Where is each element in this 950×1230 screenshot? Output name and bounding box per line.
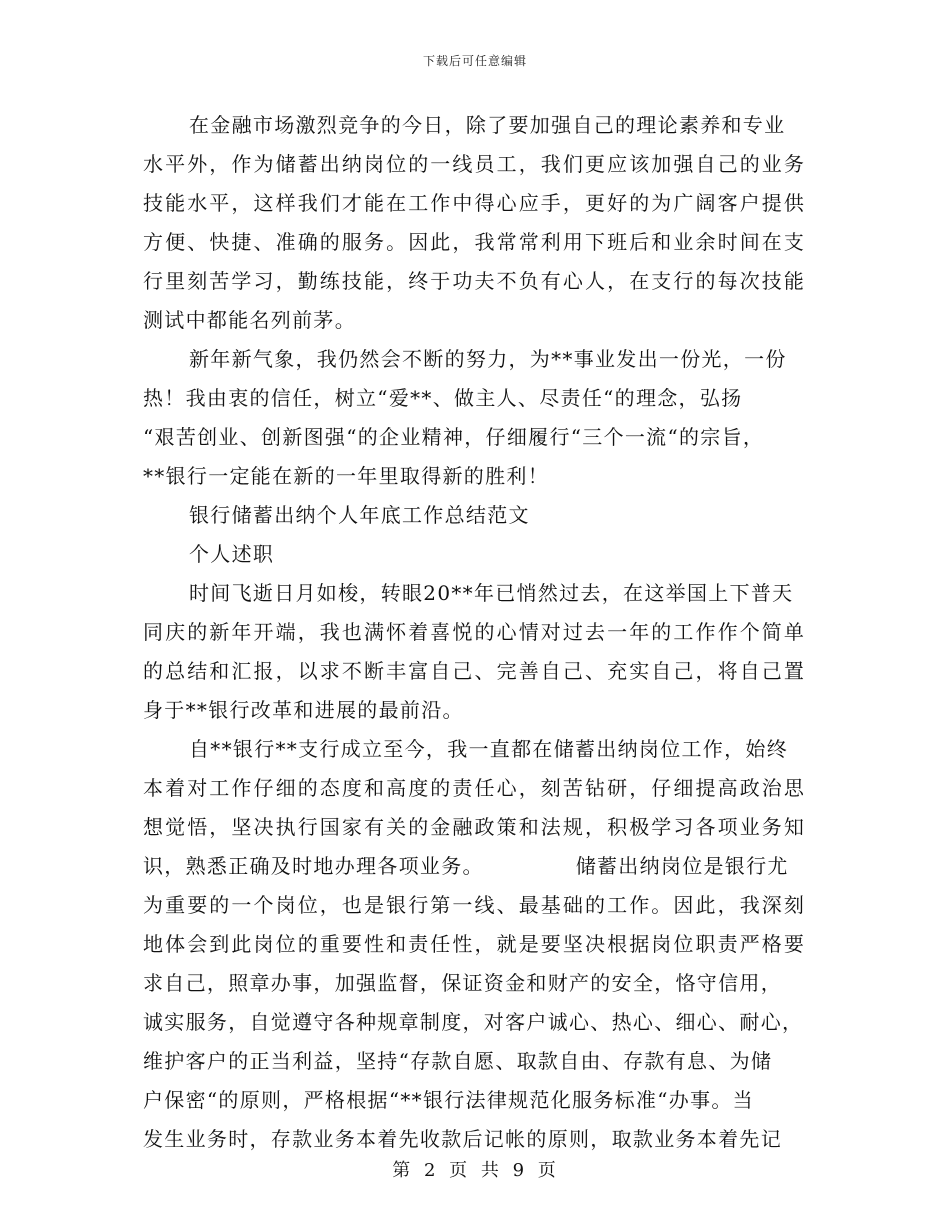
text-line: **银行一定能在新的一年里取得新的胜利！ bbox=[143, 464, 549, 488]
text-line: 行里刻苦学习，勤练技能，终于功夫不负有心人，在支行的每次技能 bbox=[143, 269, 806, 293]
text-line: 为重要的一个岗位，也是银行第一线、最基础的工作。因此，我深刻 bbox=[143, 893, 806, 917]
text-line: “艰苦创业、创新图强“的企业精神，仔细履行“三个一流“的宗旨， bbox=[143, 425, 765, 449]
text-line: 诚实服务，自觉遵守各种规章制度，对客户诚心、热心、细心、耐心， bbox=[143, 1010, 804, 1034]
text-line: 同庆的新年开端，我也满怀着喜悦的心情对过去一年的工作作个简单 bbox=[143, 620, 806, 644]
text-line: 户保密“的原则，严格根据“**银行法律规范化服务标准“办事。当 bbox=[143, 1088, 754, 1112]
text-line: 新年新气象，我仍然会不断的努力，为**事业发出一份光，一份 bbox=[189, 347, 787, 371]
text-line: 想觉悟，坚决执行国家有关的金融政策和法规，积极学习各项业务知 bbox=[143, 815, 806, 839]
page-header: 下载后可任意编辑 bbox=[422, 54, 527, 68]
text-line: 时间飞逝日月如梭，转眼20**年已悄然过去，在这举国上下普天 bbox=[189, 581, 794, 605]
text-line: 本着对工作仔细的态度和高度的责任心，刻苦钻研，仔细提高政治思 bbox=[143, 776, 806, 800]
text-line: 发生业务时，存款业务本着先收款后记帐的原则，取款业务本着先记 bbox=[143, 1127, 782, 1151]
text-line: 求自己，照章办事，加强监督，保证资金和财产的安全，恪守信用， bbox=[143, 971, 782, 995]
text-line: 水平外，作为储蓄出纳岗位的一线员工，我们更应该加强自己的业务 bbox=[143, 152, 806, 176]
text-line: 技能水平，这样我们才能在工作中得心应手，更好的为广阔客户提供 bbox=[143, 191, 806, 215]
text-line: 识，熟悉正确及时地办理各项业务。 储蓄出纳岗位是银行尤 bbox=[143, 854, 789, 878]
text-line: 自**银行**支行成立至今，我一直都在储蓄出纳岗位工作，始终 bbox=[189, 737, 788, 761]
section-title: 银行储蓄出纳个人年底工作总结范文 bbox=[189, 503, 530, 527]
text-line: 在金融市场激烈竞争的今日，除了要加强自己的理论素养和专业 bbox=[189, 113, 786, 137]
subsection-title: 个人述职 bbox=[189, 542, 275, 566]
page-number: 第 2 页 共 9 页 bbox=[392, 1160, 558, 1181]
text-line: 维护客户的正当利益，坚持“存款自愿、取款自由、存款有息、为储 bbox=[143, 1049, 773, 1073]
text-line: 热！我由衷的信任，树立“爱**、做主人、尽责任“的理念，弘扬 bbox=[143, 386, 743, 410]
text-line: 测试中都能名列前茅。 bbox=[143, 308, 356, 332]
document-body bbox=[143, 106, 808, 1159]
text-line: 地体会到此岗位的重要性和责任性，就是要坚决根据岗位职责严格要 bbox=[143, 932, 806, 956]
text-line: 身于**银行改革和进展的最前沿。 bbox=[143, 698, 464, 722]
text-line: 方便、快捷、准确的服务。因此，我常常利用下班后和业余时间在支 bbox=[143, 230, 806, 254]
text-line: 的总结和汇报，以求不断丰富自己、完善自己、充实自己，将自己置 bbox=[143, 659, 806, 683]
